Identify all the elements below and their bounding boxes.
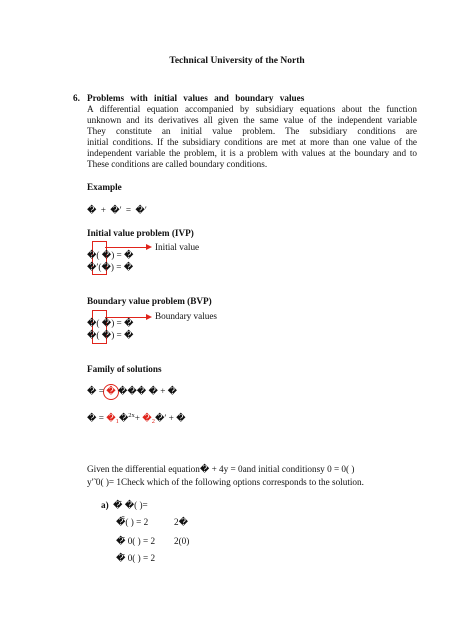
body-line-6: These conditions are called boundary conditions. <box>87 159 268 169</box>
body-line-1: A differential equation accompanied by subsidiary equations about the function <box>87 104 417 114</box>
family-2-tail: �′ + � <box>154 413 186 423</box>
option-row-2-left: �̃ 0( ) = 2 <box>116 536 156 546</box>
option-row-3-left: �̃ 0( ) = 2 <box>116 553 156 563</box>
body-line-2: unknown and its derivatives all given the same value of the independent variable <box>87 115 417 125</box>
family-2-base: � <box>118 413 129 423</box>
family-solution-1 <box>87 386 177 397</box>
bvp-arrow-head-icon <box>146 314 152 320</box>
family-heading: Family of solutions <box>87 364 162 374</box>
ivp-condition-2: �′(�) = � <box>87 262 134 272</box>
option-row-1-left: �̃̄( ) = 2 <box>116 517 149 527</box>
family-2-c2-subscript: 2 <box>151 418 155 425</box>
option-row-2-right: 2(0) <box>174 536 190 546</box>
option-a-label: a) <box>101 500 109 510</box>
bvp-condition-1: �( �) = � <box>87 318 134 328</box>
question-line-2: y′̃ 0( )= 1Check which of the following options corresponds to the solution. <box>87 477 364 487</box>
ivp-heading: Initial value problem (IVP) <box>87 228 194 238</box>
ivp-condition-1: �( �) = � <box>87 250 134 260</box>
body-line-4: initial conditions. If the subsidiary conditions are met at more than one value of the <box>87 137 417 147</box>
bvp-condition-2: �( �) = � <box>87 330 134 340</box>
ivp-arrow-head-icon <box>146 244 152 250</box>
option-row-1-right: 2� <box>174 517 189 527</box>
option-a-head: �̄ �( )= <box>113 500 148 510</box>
family-2-c1-subscript: 1 <box>115 418 119 425</box>
example-heading: Example <box>87 182 122 192</box>
family-2-plus: + <box>134 413 143 423</box>
ivp-annotation: Initial value <box>155 242 200 252</box>
bvp-heading: Boundary value problem (BVP) <box>87 296 212 306</box>
family-1-prefix: � = <box>87 386 107 396</box>
example-equation: � + �′ = �′ <box>87 205 147 215</box>
body-line-5: independent variable the problem, it is a problem with values at the boundary and to <box>87 148 417 158</box>
section-heading: Problems with initial values and boundary values <box>87 93 305 103</box>
family-2-c1: � <box>106 413 116 423</box>
bvp-annotation: Boundary values <box>155 311 218 321</box>
family-1-suffix: ��� � + � <box>117 386 178 396</box>
document-title: Technical University of the North <box>169 56 305 66</box>
ivp-arrow-line <box>105 247 147 248</box>
question-line-1: Given the differential equation� + 4y = 0and initial conditionsy 0 = 0( ) <box>87 464 355 474</box>
section-number: 6. <box>73 93 80 103</box>
family-solution-2 <box>87 410 186 427</box>
family-2-exponent: 2x <box>128 412 135 419</box>
family-2-prefix: � = <box>87 413 107 423</box>
family-1-circled-constant: � <box>106 386 116 396</box>
family-2-c2: � <box>142 413 152 423</box>
body-line-3: They constitute an initial value problem. The subsidiary conditions are <box>87 126 417 136</box>
